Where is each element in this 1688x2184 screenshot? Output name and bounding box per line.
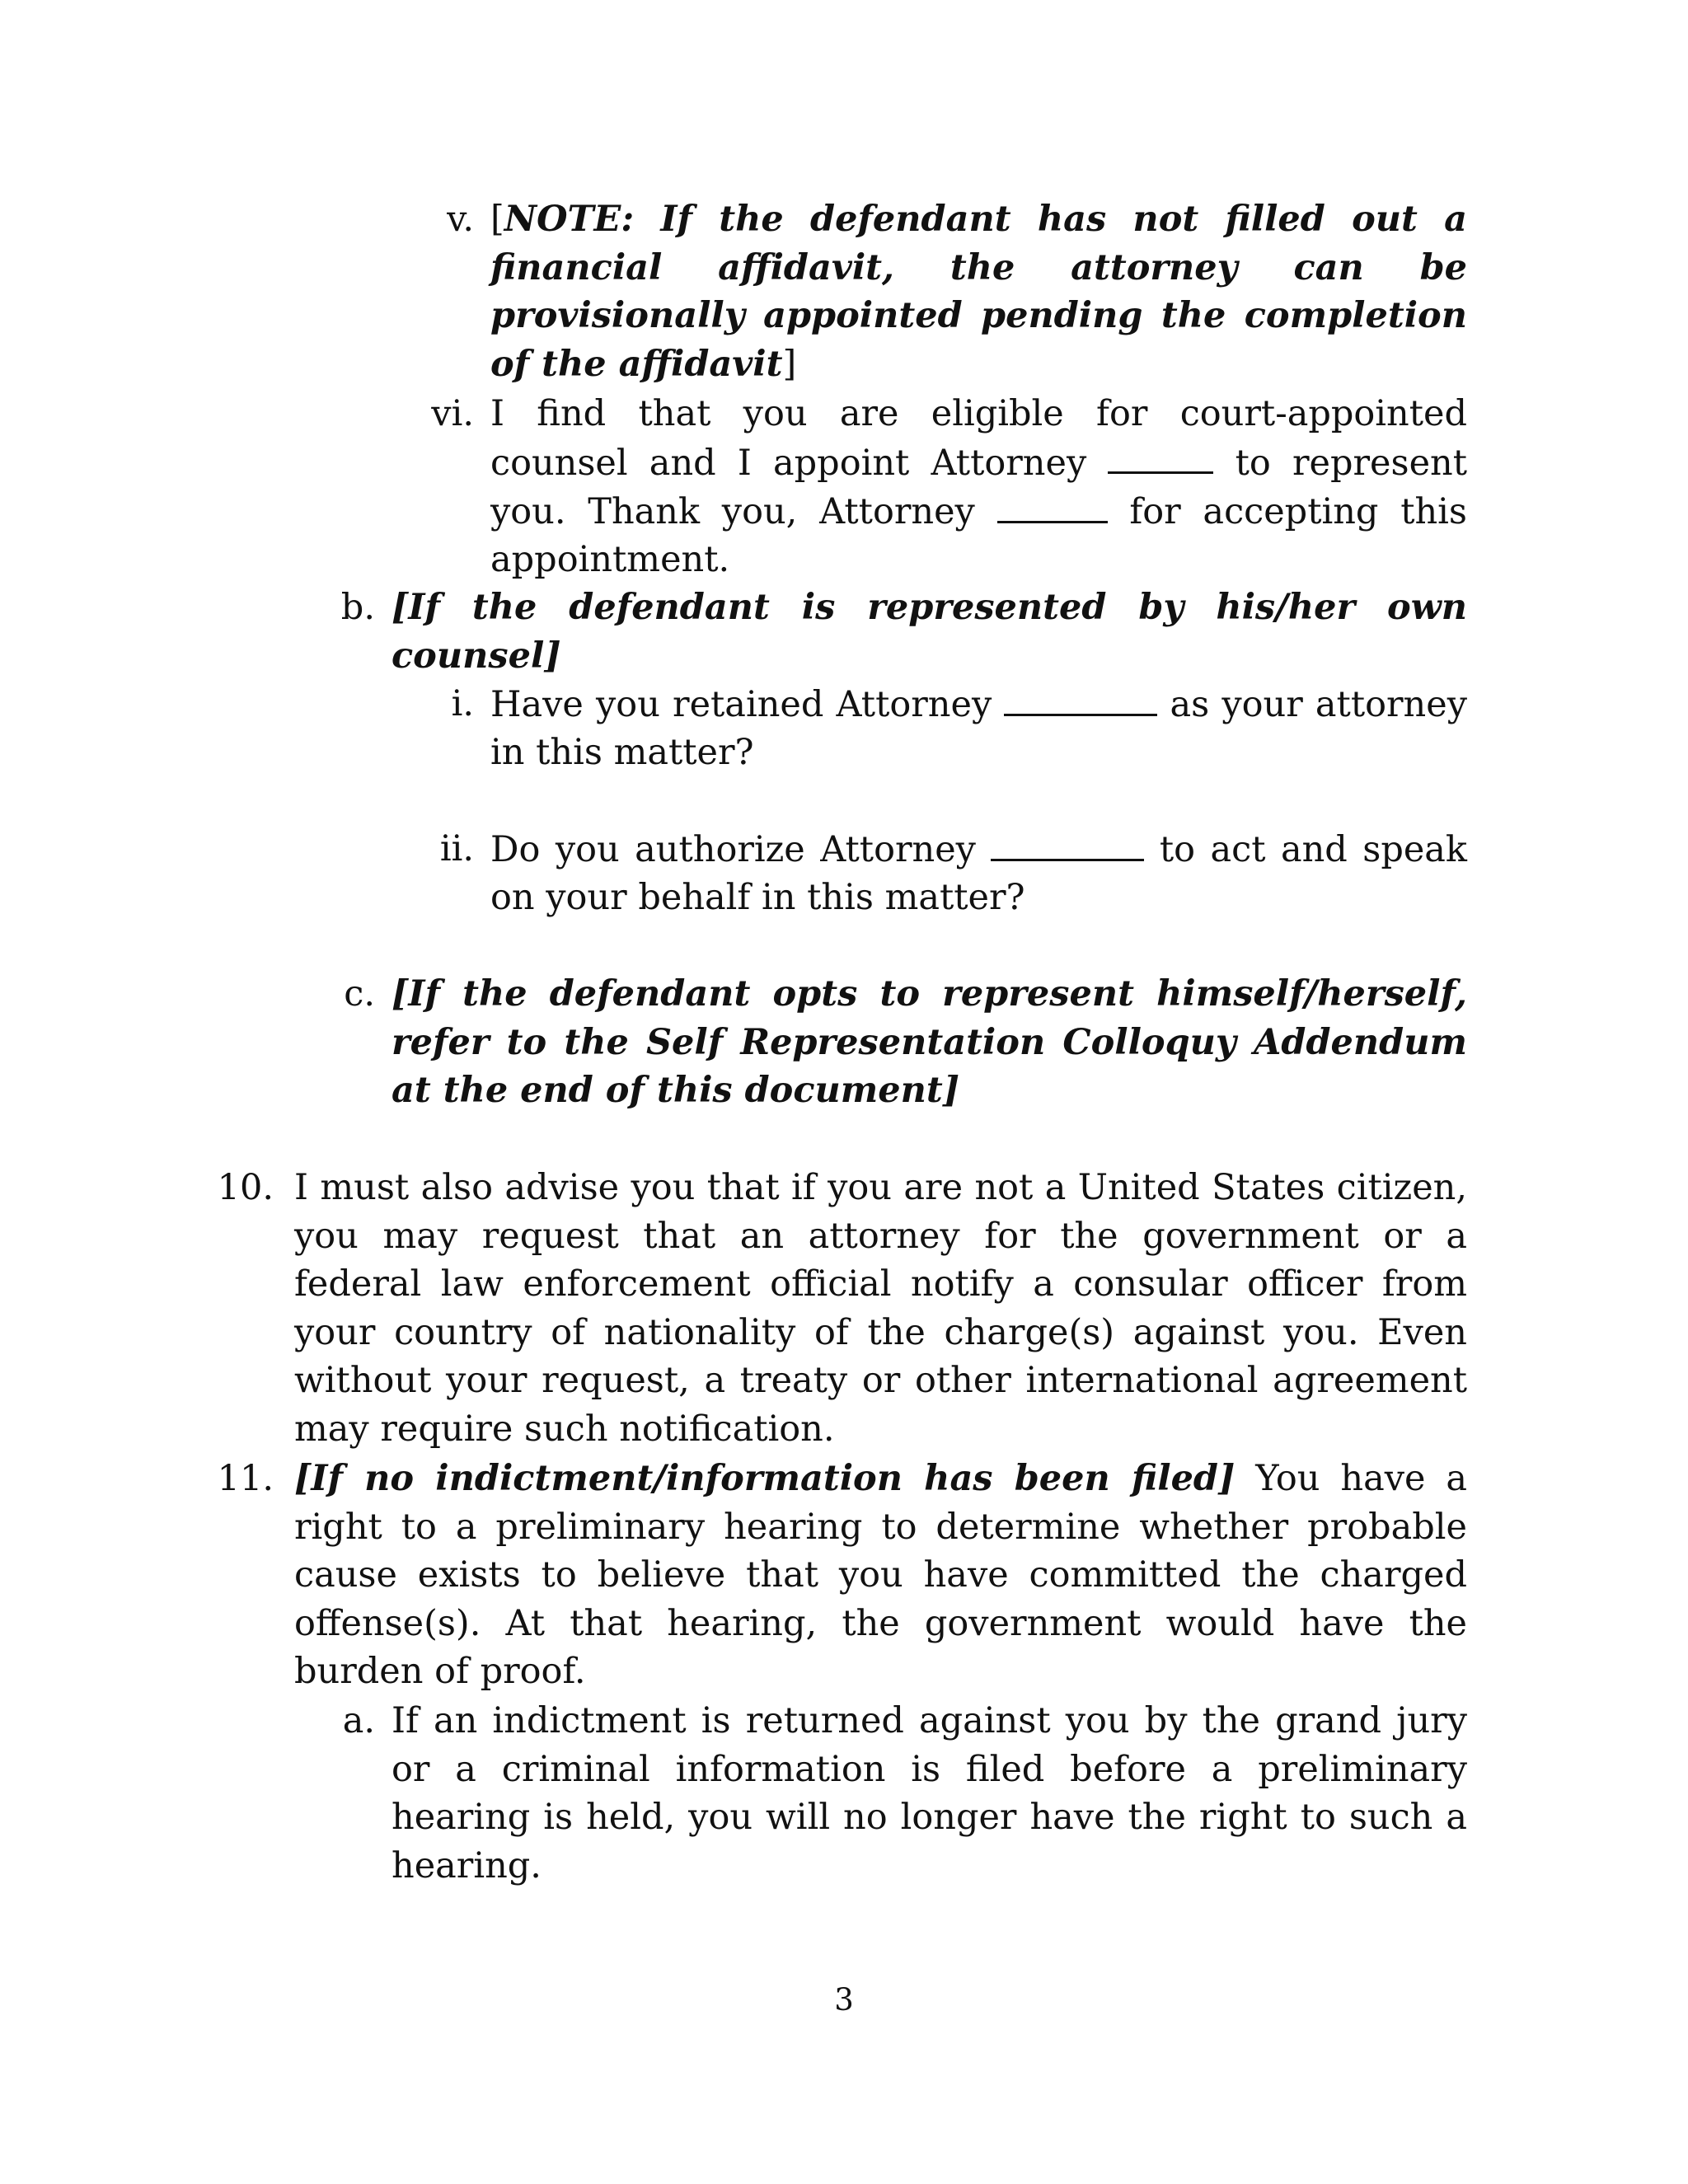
item-marker: b.	[340, 587, 375, 628]
list-item-11-a	[342, 1697, 1467, 1890]
item-text	[490, 680, 1467, 777]
item-text	[490, 390, 1467, 584]
attorney-name-blank	[1108, 438, 1213, 475]
attorney-name-blank	[1004, 680, 1157, 716]
open-bracket: [	[490, 199, 504, 240]
item-marker: 11.	[217, 1458, 274, 1499]
item-marker: 10.	[217, 1167, 274, 1208]
item-marker: i.	[451, 683, 474, 724]
list-item-v	[447, 195, 1467, 388]
item-marker: v.	[447, 199, 474, 240]
item-marker: c.	[344, 973, 375, 1015]
note-text: NOTE: If the defendant has not filled out a financial affidavit, the attorney can be provisionally appointed pending the completion of the affidavit	[490, 199, 1467, 385]
attorney-name-blank	[997, 487, 1108, 523]
text-segment: Do you authorize Attorney	[490, 828, 992, 870]
list-item-c	[344, 970, 1467, 1115]
attorney-name-blank	[991, 825, 1144, 861]
text-segment: to represent you. Thank you, Attorney	[490, 442, 1467, 532]
item-text	[294, 1455, 1467, 1696]
text-segment: You have a right to a preliminary hearing to determine whether probable cause exists to believe that you have committed the charged offense(s). At that hearing, the government would have the burden of proof.	[294, 1458, 1467, 1692]
list-item-11	[217, 1455, 1467, 1696]
text-segment: I find that you are eligible for court-appointed counsel and I appoint Attorney	[490, 393, 1467, 484]
bold-instruction: [If no indictment/information has been filed]	[294, 1458, 1236, 1499]
item-marker: a.	[342, 1700, 375, 1741]
item-text	[490, 825, 1467, 922]
item-text: If an indictment is returned against you by the grand jury or a criminal information is filed before a preliminary hearing is held, you will no longer have the right to such a hearing.	[392, 1700, 1467, 1886]
text-segment: for accepting this appointment.	[490, 490, 1467, 581]
list-item-b	[340, 583, 1467, 680]
list-item-b-i	[451, 680, 1467, 777]
item-text: [If the defendant opts to represent himself/herself, refer to the Self Representation Colloquy Addendum at the end of this document]	[392, 973, 1467, 1111]
page-number: 3	[834, 1982, 854, 2018]
item-text: [If the defendant is represented by his/her own counsel]	[392, 587, 1467, 677]
item-text	[490, 195, 1467, 388]
close-bracket: ]	[782, 343, 797, 385]
list-item-b-ii	[439, 825, 1467, 922]
item-marker: ii.	[439, 828, 474, 869]
list-item-10	[217, 1164, 1467, 1453]
text-segment: as your attorney in this matter?	[490, 683, 1467, 774]
item-marker: vi.	[431, 393, 474, 434]
text-segment: Have you retained Attorney	[490, 683, 1005, 725]
item-text: I must also advise you that if you are not a United States citizen, you may request that an attorney for the government or a federal law enforcement official notify a consular officer from your country of nationality of the charge(s) against you. Even without your request, a treaty or other international agreement may require such notification.	[294, 1167, 1467, 1450]
list-item-vi	[431, 390, 1467, 584]
text-segment: to act and speak on your behalf in this matter?	[490, 828, 1467, 919]
